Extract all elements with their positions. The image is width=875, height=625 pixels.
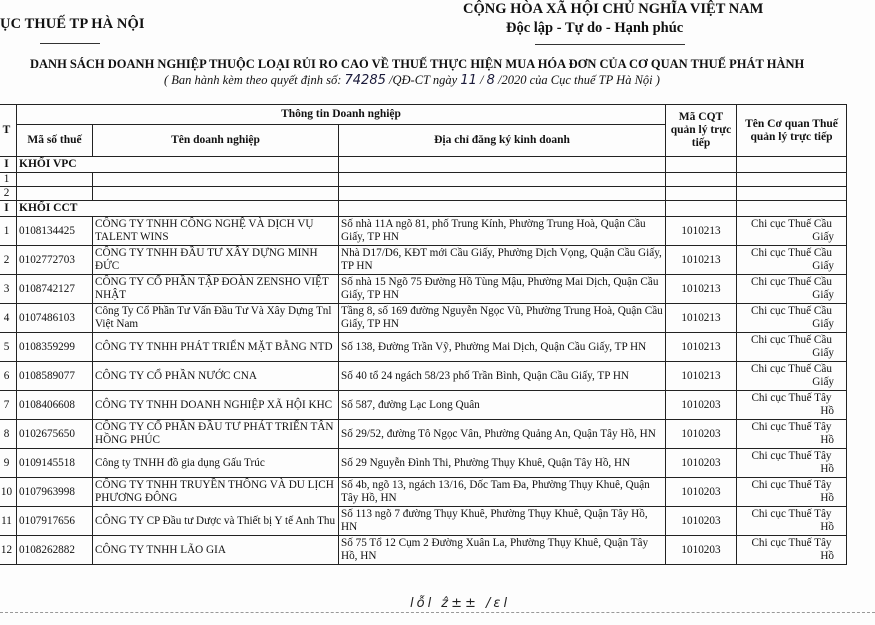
empty-cell — [339, 201, 666, 217]
authority-name-line2: Giấy — [812, 318, 834, 330]
enterprise-name-cell: CÔNG TY TNHH DOANH NGHIỆP XÃ HỘI KHC — [93, 391, 339, 420]
empty-cell — [93, 173, 339, 187]
tax-code-cell: 0108589077 — [17, 362, 93, 391]
document-subtitle — [164, 73, 660, 88]
authority-name-line1: Chi cục Thuế Cầu — [751, 247, 832, 259]
address-cell: Số 75 Tổ 12 Cụm 2 Đường Xuân La, Phường Thụy Khuê, Quận Tây Hồ, HN — [339, 536, 666, 565]
authority-name-line1: Chi cục Thuế Tây — [751, 537, 832, 549]
tax-code-cell: 0108134425 — [17, 217, 93, 246]
authority-name-line1: Chi cục Thuế Tây — [751, 421, 832, 433]
authority-name-cell — [737, 246, 847, 275]
authority-name-cell — [737, 304, 847, 333]
authority-name-line1: Chi cục Thuế Tây — [751, 450, 832, 462]
authority-code-cell: 1010203 — [666, 536, 737, 565]
enterprise-name-cell: CÔNG TY CỔ PHẦN ĐẦU TƯ PHÁT TRIỂN TÂN HỒNG PHÚC — [93, 420, 339, 449]
authority-name-line1: Chi cục Thuế Cầu — [751, 334, 832, 346]
subtitle-suffix: /2020 của Cục thuế TP Hà Nội ) — [494, 73, 660, 87]
empty-cell — [17, 173, 93, 187]
address-cell: Nhà D17/D6, KĐT mới Cầu Giấy, Phường Dịch Vọng, Quận Cầu Giấy, TP HN — [339, 246, 666, 275]
empty-cell — [737, 173, 847, 187]
authority-code-cell: 1010213 — [666, 275, 737, 304]
table-row — [0, 391, 847, 420]
authority-code-cell: 1010213 — [666, 362, 737, 391]
authority-name-cell — [737, 420, 847, 449]
authority-name-line2: Giấy — [812, 260, 834, 272]
tax-code-cell: 0102675650 — [17, 420, 93, 449]
blank-row — [0, 187, 847, 201]
table-row — [0, 333, 847, 362]
empty-cell — [339, 187, 666, 201]
authority-name-line1: Chi cục Thuế Tây — [751, 392, 832, 404]
authority-name-line2: Giấy — [812, 347, 834, 359]
row-stt: 10 — [0, 478, 17, 507]
empty-cell — [666, 157, 737, 173]
enterprise-name-cell: Công ty TNHH đồ gia dụng Gấu Trúc — [93, 449, 339, 478]
tax-code-cell: 0109145518 — [17, 449, 93, 478]
address-cell: Số 40 tổ 24 ngách 58/23 phố Trần Bình, Quận Cầu Giấy, TP HN — [339, 362, 666, 391]
address-cell: Số nhà 11A ngõ 81, phố Trung Kính, Phường Trung Hoà, Quận Cầu Giấy, TP HN — [339, 217, 666, 246]
authority-name-cell — [737, 507, 847, 536]
section-vpc-row — [0, 157, 847, 173]
handwritten-initials: lỗl ẑ±± /ɛl — [410, 596, 511, 611]
row-stt: 2 — [0, 246, 17, 275]
authority-name-line2: Hồ — [820, 492, 834, 504]
table-row — [0, 362, 847, 391]
row-stt: 1 — [0, 173, 17, 187]
authority-name-line1: Chi cục Thuế Cầu — [751, 276, 832, 288]
authority-name-cell — [737, 275, 847, 304]
row-stt: 4 — [0, 304, 17, 333]
enterprise-name-cell: CÔNG TY CỔ PHẦN NƯỚC CNA — [93, 362, 339, 391]
table-row — [0, 217, 847, 246]
authority-name-cell — [737, 333, 847, 362]
row-stt: 6 — [0, 362, 17, 391]
empty-cell — [17, 187, 93, 201]
empty-cell — [339, 173, 666, 187]
authority-name-line1: Chi cục Thuế Cầu — [751, 218, 832, 230]
enterprise-name-cell: CÔNG TY CP Đầu tư Dược và Thiết bị Y tế Anh Thu — [93, 507, 339, 536]
authority-code-cell: 1010213 — [666, 333, 737, 362]
empty-cell — [666, 173, 737, 187]
authority-name-line2: Hồ — [820, 405, 834, 417]
authority-code-cell: 1010213 — [666, 246, 737, 275]
section-stt: I — [0, 157, 17, 173]
authority-name-cell — [737, 536, 847, 565]
header-address: Địa chỉ đăng ký kinh doanh — [339, 125, 666, 157]
authority-name-line1: Chi cục Thuế Cầu — [751, 305, 832, 317]
row-stt: 5 — [0, 333, 17, 362]
row-stt: 2 — [0, 187, 17, 201]
table-row — [0, 536, 847, 565]
issuing-agency: ỤC THUẾ TP HÀ NỘI — [0, 16, 145, 32]
row-stt: 12 — [0, 536, 17, 565]
decision-number: 74285 — [344, 73, 386, 88]
agency-divider — [40, 43, 100, 44]
decision-day: 11 — [460, 73, 477, 88]
authority-name-cell — [737, 391, 847, 420]
motto-divider — [535, 44, 685, 45]
authority-name-cell — [737, 478, 847, 507]
section-label: KHỐI VPC — [17, 157, 339, 173]
section-cct-row — [0, 201, 847, 217]
header-tax-code: Mã số thuế — [17, 125, 93, 157]
authority-name-line1: Chi cục Thuế Tây — [751, 508, 832, 520]
enterprise-table — [0, 104, 847, 565]
address-cell: Số 587, đường Lạc Long Quân — [339, 391, 666, 420]
authority-code-cell: 1010213 — [666, 304, 737, 333]
header-enterprise-info: Thông tin Doanh nghiệp — [17, 105, 666, 125]
header-authority-name: Tên Cơ quan Thuế quản lý trực tiếp — [737, 105, 847, 157]
authority-name-line2: Hồ — [820, 521, 834, 533]
document-title: DANH SÁCH DOANH NGHIỆP THUỘC LOẠI RỦI RO CAO VỀ THUẾ THỰC HIỆN MUA HÓA ĐƠN CỦA CƠ QUAN THUẾ PHÁT HÀNH — [30, 57, 805, 71]
authority-name-cell — [737, 217, 847, 246]
address-cell: Số nhà 15 Ngõ 75 Đường Hồ Tùng Mậu, Phường Mai Dịch, Quận Cầu Giấy, TP HN — [339, 275, 666, 304]
section-label: KHỐI CCT — [17, 201, 339, 217]
decision-month: 8 — [486, 73, 495, 88]
authority-name-line2: Giấy — [812, 376, 834, 388]
address-cell: Số 29 Nguyễn Đình Thi, Phường Thụy Khuê, Quận Tây Hồ, HN — [339, 449, 666, 478]
table-row — [0, 246, 847, 275]
table-row — [0, 449, 847, 478]
tax-code-cell: 0107963998 — [17, 478, 93, 507]
row-stt: 11 — [0, 507, 17, 536]
enterprise-name-cell: CÔNG TY TNHH PHÁT TRIỂN MẶT BẰNG NTD — [93, 333, 339, 362]
header-name: Tên doanh nghiệp — [93, 125, 339, 157]
date-separator: / — [476, 73, 487, 87]
national-title: CỘNG HÒA XÃ HỘI CHỦ NGHĨA VIỆT NAM — [463, 1, 764, 17]
authority-name-line2: Hồ — [820, 463, 834, 475]
empty-cell — [339, 157, 666, 173]
subtitle-prefix: ( Ban hành kèm theo quyết định số: — [164, 73, 345, 87]
tax-code-cell: 0107917656 — [17, 507, 93, 536]
authority-code-cell: 1010203 — [666, 507, 737, 536]
tax-code-cell: 0108359299 — [17, 333, 93, 362]
address-cell: Số 113 ngõ 7 đường Thụy Khuê, Phường Thụy Khuê, Quận Tây Hồ, HN — [339, 507, 666, 536]
authority-name-line2: Hồ — [820, 434, 834, 446]
header-stt: T — [0, 105, 17, 157]
table-row — [0, 507, 847, 536]
authority-name-line2: Hồ — [820, 550, 834, 562]
authority-code-cell: 1010203 — [666, 478, 737, 507]
address-cell: Số 4b, ngõ 13, ngách 13/16, Dốc Tam Đa, Phường Thụy Khuê, Quận Tây Hồ, HN — [339, 478, 666, 507]
row-stt: 9 — [0, 449, 17, 478]
row-stt: 3 — [0, 275, 17, 304]
table-row — [0, 304, 847, 333]
address-cell: Tầng 8, số 169 đường Nguyễn Ngọc Vũ, Phường Trung Hoà, Quận Cầu Giấy, TP HN — [339, 304, 666, 333]
empty-cell — [737, 157, 847, 173]
tax-code-cell: 0108406608 — [17, 391, 93, 420]
authority-code-cell: 1010203 — [666, 449, 737, 478]
empty-cell — [737, 187, 847, 201]
table-row — [0, 275, 847, 304]
enterprise-name-cell: CÔNG TY TNHH CÔNG NGHỆ VÀ DỊCH VỤ TALENT WINS — [93, 217, 339, 246]
row-stt: 8 — [0, 420, 17, 449]
authority-code-cell: 1010203 — [666, 391, 737, 420]
authority-code-cell: 1010203 — [666, 420, 737, 449]
address-cell: Số 138, Đường Trần Vỹ, Phường Mai Dịch, Quận Cầu Giấy, TP HN — [339, 333, 666, 362]
empty-cell — [93, 187, 339, 201]
header-authority-code: Mã CQT quản lý trực tiếp — [666, 105, 737, 157]
tax-code-cell: 0108742127 — [17, 275, 93, 304]
authority-name-line1: Chi cục Thuế Tây — [751, 479, 832, 491]
address-cell: Số 29/52, đường Tô Ngọc Vân, Phường Quảng An, Quận Tây Hồ, HN — [339, 420, 666, 449]
empty-cell — [666, 187, 737, 201]
row-stt: 1 — [0, 217, 17, 246]
enterprise-name-cell: Công Ty Cổ Phần Tư Vấn Đầu Tư Và Xây Dựng Tnl Việt Nam — [93, 304, 339, 333]
authority-name-line2: Giấy — [812, 289, 834, 301]
empty-cell — [666, 201, 737, 217]
table-row — [0, 420, 847, 449]
authority-name-line1: Chi cục Thuế Cầu — [751, 363, 832, 375]
authority-name-cell — [737, 362, 847, 391]
empty-cell — [737, 201, 847, 217]
enterprise-name-cell: CÔNG TY TNHH LÃO GIA — [93, 536, 339, 565]
table-row — [0, 478, 847, 507]
enterprise-name-cell: CÔNG TY CỔ PHẦN TẬP ĐOÀN ZENSHO VIỆT NHẬT — [93, 275, 339, 304]
row-stt: 7 — [0, 391, 17, 420]
tax-code-cell: 0108262882 — [17, 536, 93, 565]
blank-row — [0, 173, 847, 187]
tax-code-cell: 0102772703 — [17, 246, 93, 275]
authority-code-cell: 1010213 — [666, 217, 737, 246]
enterprise-name-cell: CÔNG TY TNHH ĐẦU TƯ XÂY DỰNG MINH ĐỨC — [93, 246, 339, 275]
enterprise-name-cell: CÔNG TY TNHH TRUYỀN THÔNG VÀ DU LỊCH PHƯƠNG ĐÔNG — [93, 478, 339, 507]
section-stt: I — [0, 201, 17, 217]
page-bottom-edge — [0, 612, 875, 613]
authority-name-line2: Giấy — [812, 231, 834, 243]
national-motto: Độc lập - Tự do - Hạnh phúc — [506, 20, 684, 36]
authority-name-cell — [737, 449, 847, 478]
subtitle-mid: /QĐ-CT ngày — [385, 73, 461, 87]
tax-code-cell: 0107486103 — [17, 304, 93, 333]
